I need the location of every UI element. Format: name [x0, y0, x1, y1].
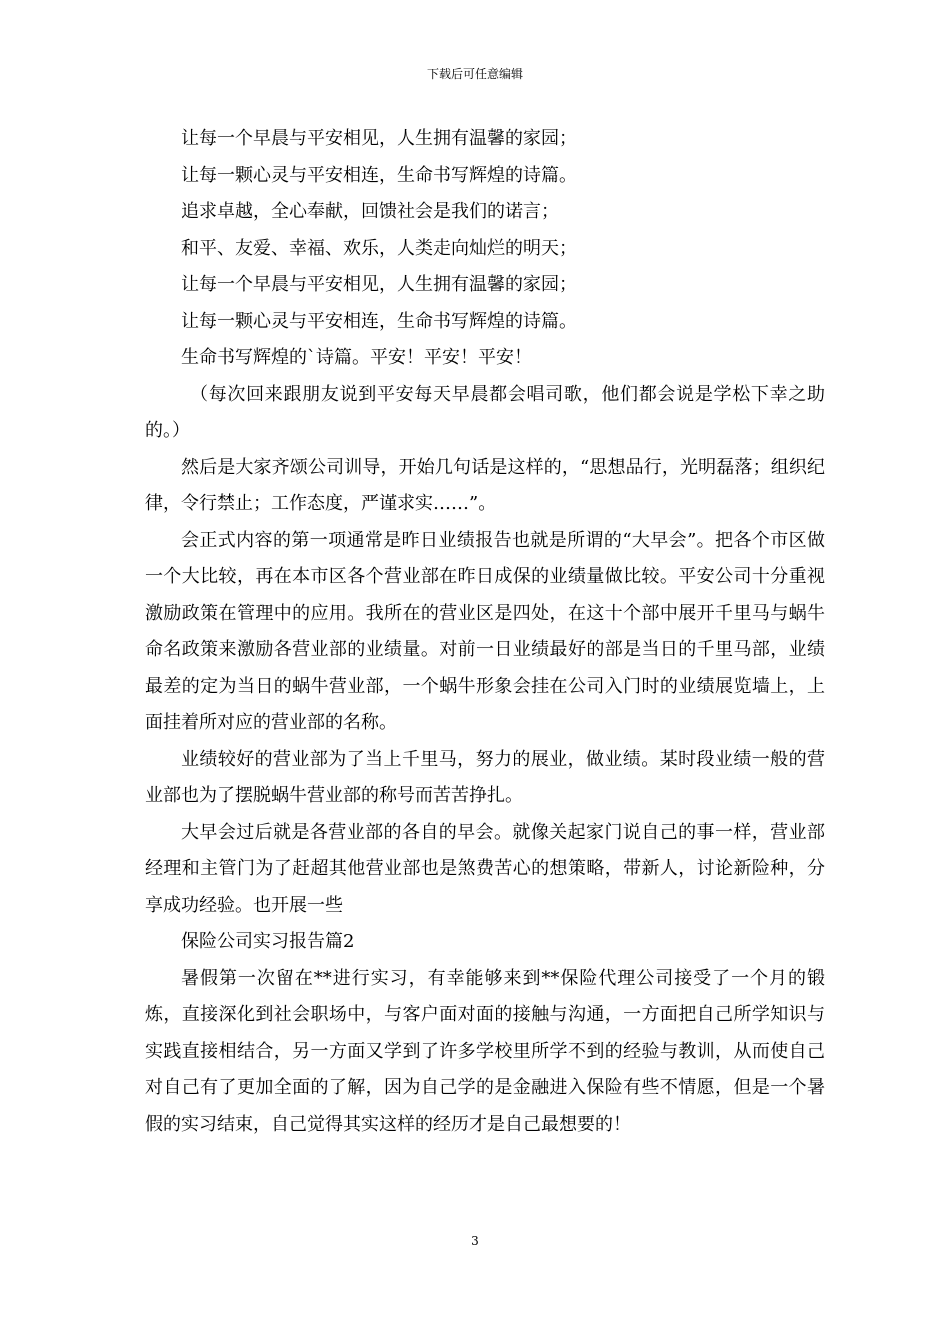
paragraph-7: 生命书写辉煌的`诗篇。平安！平安！平安！: [181, 347, 532, 368]
paragraph-8: （每次回来跟朋友说到平安每天早晨都会唱司歌，他们都会说是学松下幸之助的。）: [145, 383, 825, 441]
paragraph-13: 暑假第一次留在**进行实习，有幸能够来到**保险代理公司接受了一个月的锻炼，直接深化到社会职场中，与客户面对面的接触与沟通，一方面把自己所学知识与实践直接相结合，另一方面又学到了许多学校里所学不到的经验与教训，从而使自己对自己有了更加全面的了解，因为自己学的是金融进入保险有些不情愿，但是一个暑假的实习结束，自己觉得其实这样的经历才是自己最想要的！: [145, 967, 825, 1135]
paragraph-12: 大早会过后就是各营业部的各自的早会。就像关起家门说自己的事一样，营业部经理和主管门为了赶超其他营业部也是煞费苦心的想策略，带新人，讨论新险种，分享成功经验。也开展一些: [145, 821, 825, 916]
paragraph-5: 让每一个早晨与平安相见，人生拥有温馨的家园；: [181, 274, 577, 295]
paragraph-1: 让每一个早晨与平安相见，人生拥有温馨的家园；: [181, 128, 577, 149]
paragraph-4: 和平、友爱、幸福、欢乐，人类走向灿烂的明天；: [181, 237, 577, 259]
paragraph-6: 让每一颗心灵与平安相连，生命书写辉煌的诗篇。: [181, 310, 577, 332]
paragraph-2: 让每一颗心灵与平安相连，生命书写辉煌的诗篇。: [181, 164, 577, 186]
section-heading: 保险公司实习报告篇2: [181, 931, 355, 952]
page-number: 3: [471, 1234, 479, 1248]
paragraph-10: 会正式内容的第一项通常是昨日业绩报告也就是所谓的“大早会”。把各个市区做一个大比较，再在本市区各个营业部在昨日成保的业绩量做比较。平安公司十分重视激励政策在管理中的应用。我所在的营业区是四处，在这十个部中展开千里马与蜗牛命名政策来激励各营业部的业绩量。对前一日业绩最好的部是当日的千里马部，业绩最差的定为当日的蜗牛营业部，一个蜗牛形象会挂在公司入门时的业绩展览墙上，上面挂着所对应的营业部的名称。: [145, 529, 825, 733]
paragraph-11: 业绩较好的营业部为了当上千里马，努力的展业，做业绩。某时段业绩一般的营业部也为了摆脱蜗牛营业部的称号而苦苦挣扎。: [145, 748, 825, 806]
paragraph-3: 追求卓越，全心奉献，回馈社会是我们的诺言；: [181, 201, 559, 222]
page-header: 下载后可任意编辑: [426, 67, 523, 81]
document-body: [145, 121, 825, 1143]
paragraph-9: 然后是大家齐颂公司训导，开始几句话是这样的，“思想品行，光明磊落；组织纪律，令行禁止；工作态度，严谨求实……”。: [145, 456, 825, 514]
